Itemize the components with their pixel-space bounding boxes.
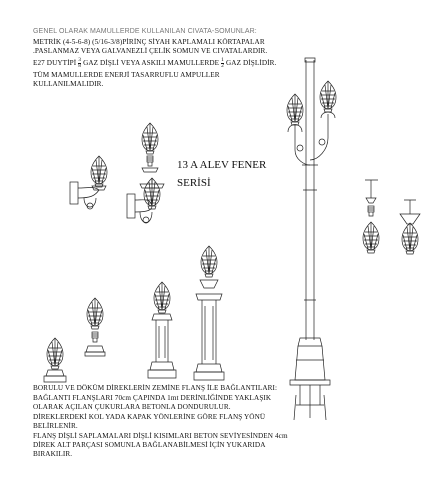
header-line-4-part-b: GAZ DİŞLİ VEYA ASKILI MAMULLERDE bbox=[83, 59, 220, 68]
footer-line-5: BELİRLENİR. bbox=[33, 422, 78, 430]
wall-lamp-upper-3 bbox=[127, 178, 164, 223]
header-line-5: TÜM MAMULLERDE ENERJİ TASARRUFLU AMPULLER bbox=[33, 71, 220, 79]
footer-line-8: BIRAKILIR. bbox=[33, 450, 73, 458]
fraction-denominator: 8 bbox=[78, 63, 82, 69]
header-line-6: KULLANILMALIDIR. bbox=[33, 80, 104, 88]
column-lamp-2 bbox=[194, 246, 224, 380]
footer-line-4: DİREKLERDEKİ KOL YADA KAPAK YÖNLERİNE GÖRE FLANŞ YÖNÜ bbox=[33, 413, 266, 421]
header-line-2: METRİK (4-5-6-8) (5/16-3/8)PİRİNÇ SİYAH KAPLAMALI KÖRTAPALAR bbox=[33, 38, 265, 46]
fraction-denominator: 2 bbox=[221, 63, 224, 69]
wall-lamp-upper-2 bbox=[70, 156, 107, 209]
footer-line-7: DİREK ALT PARÇASI SOMUNLA BAĞLANABİLMESİ İÇİN YUKARIDA bbox=[33, 441, 266, 449]
footer-line-3: OLARAK AÇILAN ÇUKURLARA BETONLA DONDURULUR. bbox=[33, 403, 231, 411]
header-line-3: .PASLANMAZ VEYA GALVANEZLİ ÇELİK SOMUN VE CIVATALARDIR. bbox=[33, 47, 268, 55]
short-bollard-lamp-2 bbox=[85, 298, 105, 356]
fraction-numerator: 1 bbox=[221, 57, 224, 63]
header-line-4-part-c: GAZ DİŞLİDİR. bbox=[225, 59, 277, 68]
series-title-line-2: SERİSİ bbox=[177, 177, 211, 189]
pendant-lamps-drawing bbox=[363, 180, 420, 254]
header-line-1: GENEL OLARAK MAMULLERDE KULLANILAN CIVATA-SOMUNLAR: bbox=[33, 28, 257, 35]
fraction-numerator: 3 bbox=[78, 57, 82, 63]
header-line-4-part-a: E27 DUYTİPİ bbox=[33, 59, 77, 68]
footer-line-6: FLANŞ DİŞLİ SAPLAMALARI DİŞLİ KISIMLARI BETON SEVİYESİNDEN 4cm bbox=[33, 432, 288, 440]
short-bollard-lamp-1 bbox=[44, 338, 66, 382]
column-lamp-1 bbox=[148, 282, 176, 378]
series-title-line-1: 13 A ALEV FENER bbox=[177, 159, 267, 171]
footer-line-1: BORULU VE DÖKÜM DİREKLERİN ZEMİNE FLANŞ İLE BAĞLANTILARI: bbox=[33, 384, 278, 392]
tall-pole-drawing bbox=[287, 58, 336, 420]
wall-lamp-upper-1 bbox=[142, 123, 158, 172]
footer-line-2: BAĞLANTI FLANŞLARI 70cm ÇAPINDA 1mt DERİNLİĞİNDE YAKLAŞIK bbox=[33, 394, 272, 402]
